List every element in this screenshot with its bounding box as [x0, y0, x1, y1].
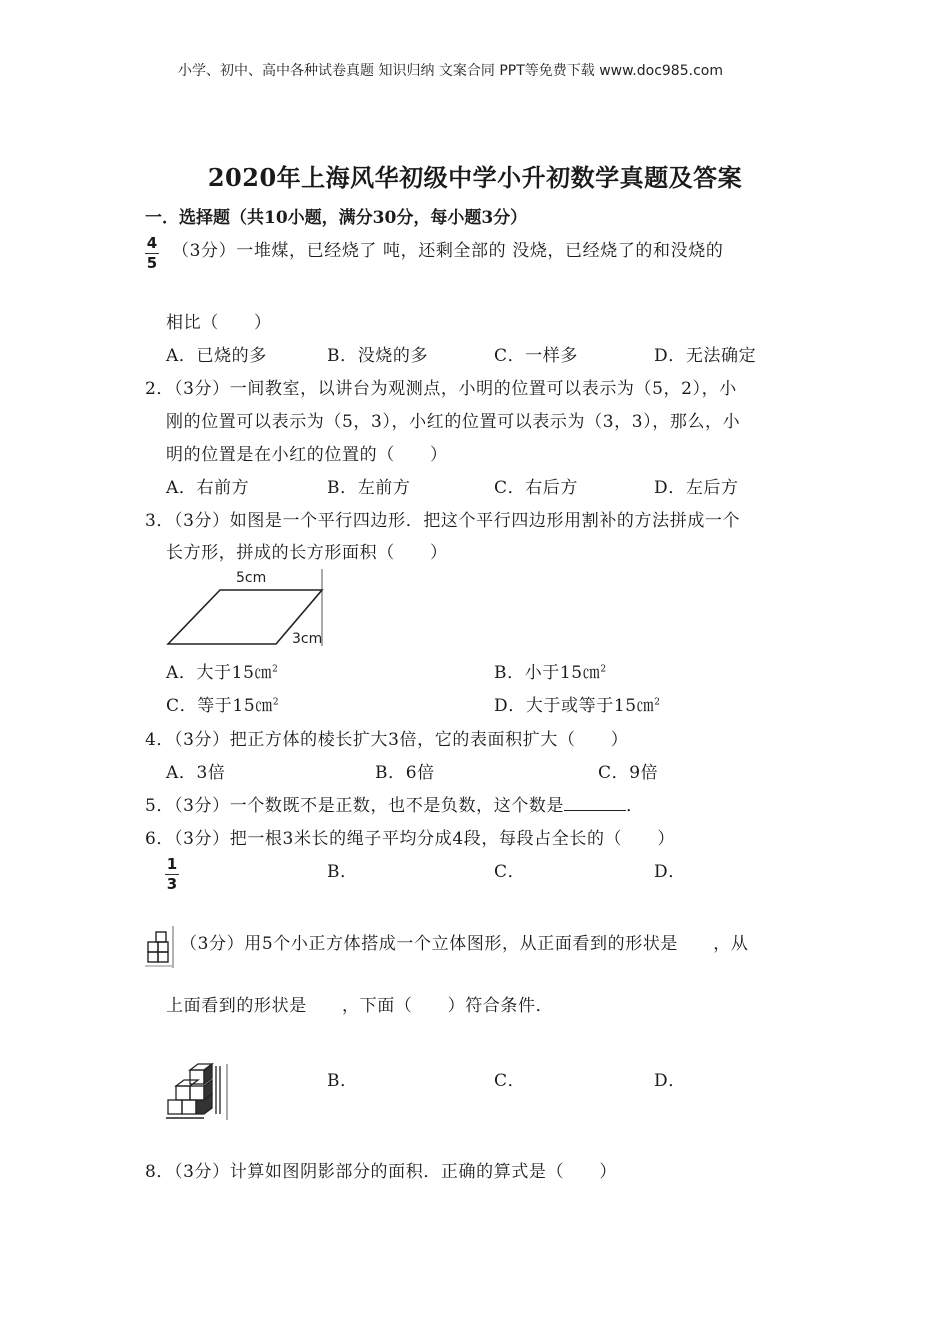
q4-option-c: C．9倍: [598, 763, 659, 783]
q3-option-b: B．小于15㎝$^2$: [494, 663, 607, 683]
q3-option-d: D．大于或等于15㎝$^2$: [494, 696, 661, 716]
q5-text-line1: 5．（3分）一个数既不是正数，也不是负数，这个数是 ．: [145, 796, 644, 816]
q4-option-b: B．6倍: [375, 763, 435, 783]
parallelogram-top-label: 5cm: [236, 570, 267, 586]
q4-text-line1: 4．（3分）把正方体的棱长扩大3倍，它的表面积扩大（ ）: [145, 730, 629, 750]
q4-option-a: A．3倍: [166, 763, 226, 783]
q1-option-b: B．没烧的多: [327, 346, 429, 366]
q7-text-line2: 上面看到的形状是 ，下面（ ）符合条件．: [166, 996, 554, 1016]
q1-fraction-image: [145, 236, 159, 271]
q2-option-d: D．左后方: [654, 478, 739, 498]
q6-option-c: C．: [494, 862, 526, 882]
q2-text-line3: 明的位置是在小红的位置的（ ）: [166, 445, 448, 465]
q5-answer-blank: [564, 796, 626, 811]
q1-fraction-numerator: 4: [146, 234, 158, 252]
page-title: 2020年上海风华初级中学小升初数学真题及答案: [207, 163, 743, 192]
q2-option-a: A．右前方: [166, 478, 250, 498]
q1-fraction-denominator: 5: [146, 254, 158, 272]
parallelogram-side-label: 3cm: [292, 631, 323, 647]
q3-text-line1: 3．（3分）如图是一个平行四边形．把这个平行四边形用割补的方法拼成一个: [145, 511, 741, 531]
q1-text-line1: （3分）一堆煤，已经烧了 吨，还剩全部的 没烧，已经烧了的和没烧的: [172, 241, 724, 261]
q7-option-d: D．: [654, 1071, 686, 1091]
q2-text-line1: 2．（3分）一间教室，以讲台为观测点，小明的位置可以表示为（5，2），小: [145, 379, 737, 399]
site-banner: 小学、初中、高中各种试卷真题 知识归纳 文案合同 PPT等免费下载 www.doc985.com: [178, 63, 723, 79]
q3-option-a: A．大于15㎝$^2$: [166, 663, 279, 683]
q1-text-line2: 相比（ ）: [166, 313, 272, 333]
q1-option-a: A．已烧的多: [166, 346, 267, 366]
q1-option-d: D．无法确定: [654, 346, 757, 366]
section-heading: 一．选择题（共10小题，满分30分，每小题3分）: [145, 208, 528, 228]
q3-text-line2: 长方形，拼成的长方形面积（ ）: [166, 543, 448, 563]
q6-option-d: D．: [654, 862, 686, 882]
q7-option-b: B．: [327, 1071, 358, 1091]
q7-option-c: C．: [494, 1071, 526, 1091]
q6-option-b: B．: [327, 862, 358, 882]
q2-option-c: C．右后方: [494, 478, 579, 498]
q1-option-c: C．一样多: [494, 346, 579, 366]
q8-text-line1: 8．（3分）计算如图阴影部分的面积．正确的算式是（ ）: [145, 1162, 617, 1182]
q6-fraction-denominator: 3: [166, 875, 178, 893]
parallelogram-figure: [164, 566, 326, 650]
q7-cube-front-view-icon: [144, 924, 176, 970]
q2-text-line2: 刚的位置可以表示为（5，3），小红的位置可以表示为（3，3），那么，小: [166, 412, 741, 432]
q3-option-c: C．等于15㎝$^2$: [166, 696, 280, 716]
q6-text-line1: 6．（3分）把一根3米长的绳子平均分成4段，每段占全长的（ ）: [145, 829, 675, 849]
q7-text-line1: （3分）用5个小正方体搭成一个立体图形，从正面看到的形状是 ，从: [180, 934, 749, 954]
q2-option-b: B．左前方: [327, 478, 411, 498]
q7-option-a-cube-stack-icon: [164, 1062, 232, 1124]
q6-fraction-numerator: 1: [166, 855, 178, 873]
q6-option-a-fraction: [165, 857, 179, 892]
